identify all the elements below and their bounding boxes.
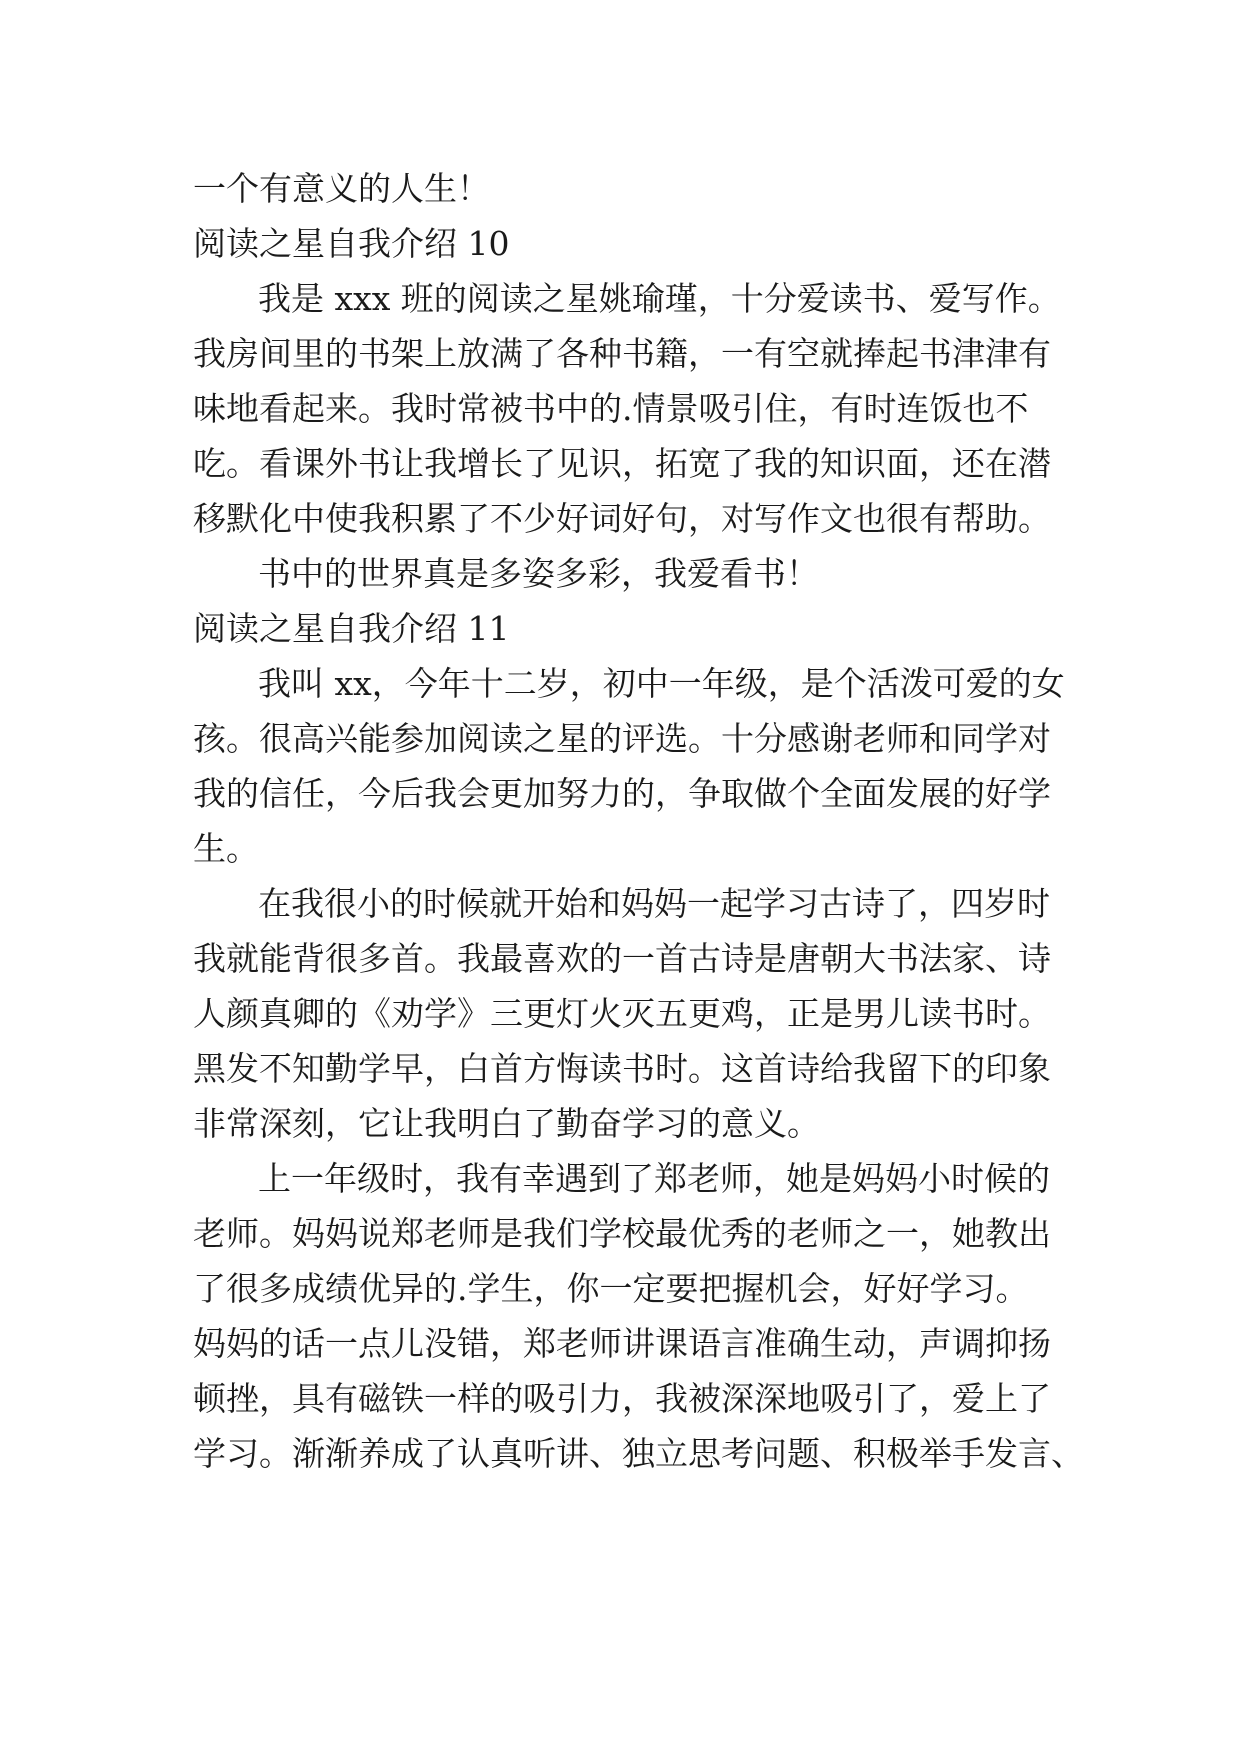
paragraph-line: 味地看起来。我时常被书中的.情景吸引住，有时连饭也不: [193, 389, 1029, 428]
paragraph-line: 人颜真卿的《劝学》三更灯火灭五更鸡，正是男儿读书时。: [193, 994, 1051, 1033]
paragraph-line: 孩。很高兴能参加阅读之星的评选。十分感谢老师和同学对: [193, 719, 1051, 758]
paragraph-line: 吃。看课外书让我增长了见识，拓宽了我的知识面，还在潜: [193, 444, 1051, 483]
paragraph-line: 学习。渐渐养成了认真听讲、独立思考问题、积极举手发言、: [193, 1434, 1084, 1473]
paragraph-line: 我的信任，今后我会更加努力的，争取做个全面发展的好学: [193, 774, 1051, 813]
section-heading: 阅读之星自我介绍 10: [193, 224, 510, 263]
paragraph-line: 我叫 xx，今年十二岁，初中一年级，是个活泼可爱的女: [258, 664, 1065, 703]
paragraph-line: 移默化中使我积累了不少好词好句，对写作文也很有帮助。: [193, 499, 1051, 538]
paragraph-line: 书中的世界真是多姿多彩，我爱看书！: [258, 554, 819, 593]
paragraph-line: 黑发不知勤学早，白首方悔读书时。这首诗给我留下的印象: [193, 1049, 1051, 1088]
paragraph-line: 在我很小的时候就开始和妈妈一起学习古诗了，四岁时: [258, 884, 1050, 923]
paragraph-line: 妈妈的话一点儿没错，郑老师讲课语言准确生动，声调抑扬: [193, 1324, 1051, 1363]
paragraph-line: 我是 xxx 班的阅读之星姚瑜瑾，十分爱读书、爱写作。: [258, 279, 1061, 318]
text-line: 一个有意义的人生！: [193, 169, 490, 208]
paragraph-line: 生。: [193, 829, 259, 868]
paragraph-line: 非常深刻，它让我明白了勤奋学习的意义。: [193, 1104, 820, 1143]
paragraph-line: 老师。妈妈说郑老师是我们学校最优秀的老师之一，她教出: [193, 1214, 1051, 1253]
paragraph-line: 上一年级时，我有幸遇到了郑老师，她是妈妈小时候的: [258, 1159, 1050, 1198]
paragraph-line: 我就能背很多首。我最喜欢的一首古诗是唐朝大书法家、诗: [193, 939, 1051, 978]
paragraph-line: 我房间里的书架上放满了各种书籍，一有空就捧起书津津有: [193, 334, 1051, 373]
paragraph-line: 顿挫，具有磁铁一样的吸引力，我被深深地吸引了，爱上了: [193, 1379, 1051, 1418]
paragraph-line: 了很多成绩优异的.学生，你一定要把握机会，好好学习。: [193, 1269, 1029, 1308]
section-heading: 阅读之星自我介绍 11: [193, 609, 510, 648]
